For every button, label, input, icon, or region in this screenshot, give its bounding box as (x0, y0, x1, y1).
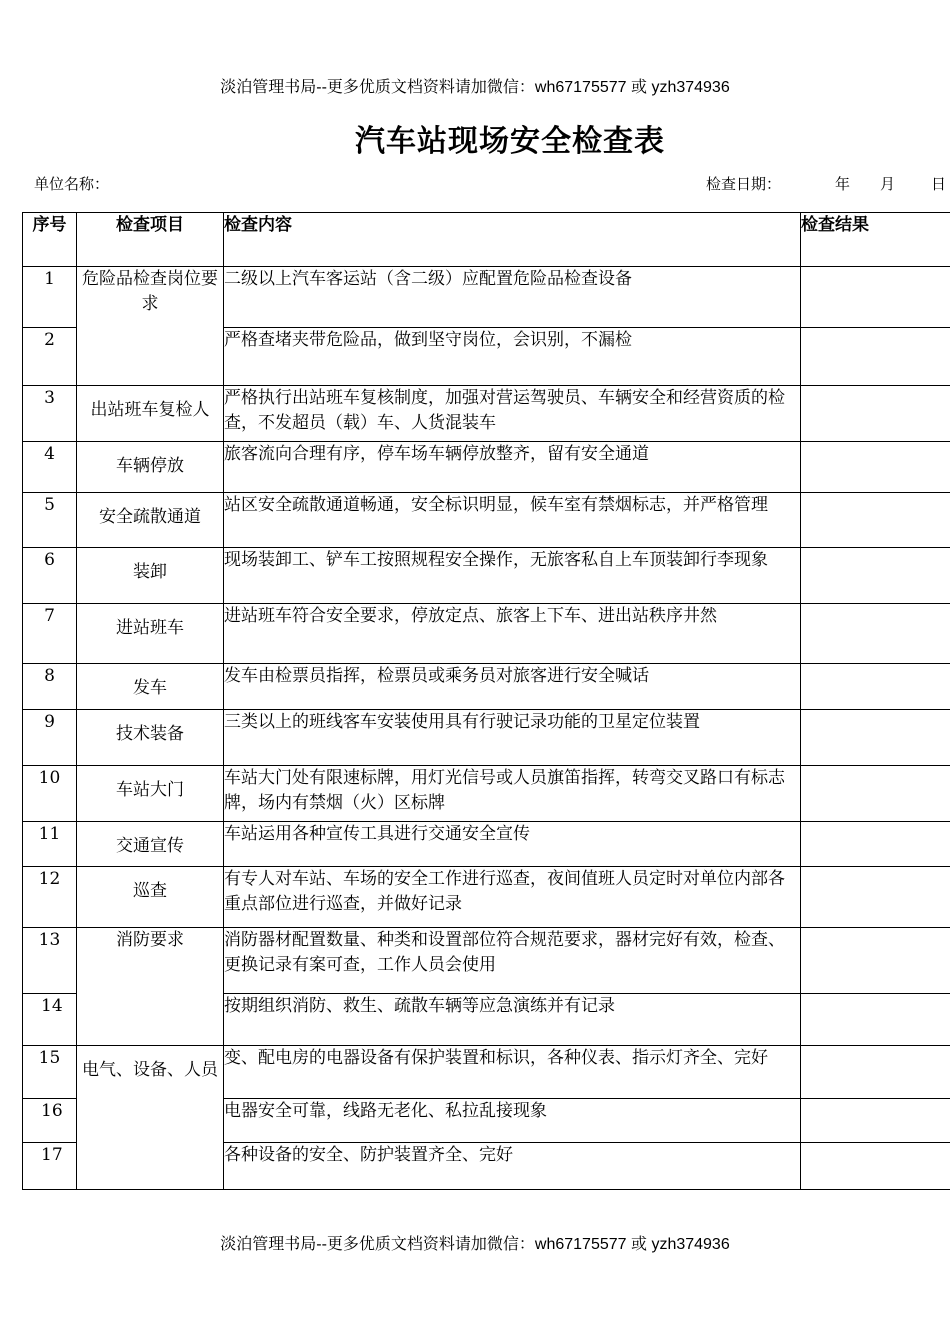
row-seq: 8 (23, 664, 77, 710)
row-content: 严格执行出站班车复核制度，加强对营运驾驶员、车辆安全和经营资质的检查，不发超员（载）车、人货混装车 (224, 386, 801, 442)
row-result-cell[interactable] (801, 766, 950, 822)
unit-name-label: 单位名称： (34, 175, 110, 193)
row-content: 进站班车符合安全要求，停放定点、旅客上下车、进出站秩序井然 (224, 604, 801, 664)
table-row (23, 766, 950, 822)
row-result-cell[interactable] (801, 604, 950, 664)
table-row (23, 548, 950, 604)
row-seq: 17 (23, 1143, 77, 1190)
row-item: 车站大门 (77, 766, 224, 822)
row-content: 三类以上的班线客车安装使用具有行驶记录功能的卫星定位装置 (224, 710, 801, 766)
row-result-cell[interactable] (801, 928, 950, 994)
row-seq: 5 (23, 493, 77, 548)
row-result-cell[interactable] (801, 442, 950, 493)
header-seq: 序号 (23, 213, 77, 267)
row-content: 变、配电房的电器设备有保护装置和标识，各种仪表、指示灯齐全、完好 (224, 1046, 801, 1099)
table-row (23, 664, 950, 710)
row-item: 危险品检查岗位要求 (77, 267, 224, 386)
row-item: 出站班车复检人 (77, 386, 224, 442)
row-seq: 10 (23, 766, 77, 822)
header-watermark-note: 淡泊管理书局--更多优质文档资料请加微信：wh67175577 或 yzh374936 (220, 79, 730, 96)
header-content: 检查内容 (224, 213, 801, 267)
row-seq: 12 (23, 867, 77, 928)
row-content: 旅客流向合理有序，停车场车辆停放整齐，留有安全通道 (224, 442, 801, 493)
row-content: 现场装卸工、铲车工按照规程安全操作，无旅客私自上车顶装卸行李现象 (224, 548, 801, 604)
table-row (23, 267, 950, 328)
row-item: 消防要求 (77, 928, 224, 1046)
header-result: 检查结果 (801, 213, 950, 267)
table-row (23, 928, 950, 994)
row-content: 车站运用各种宣传工具进行交通安全宣传 (224, 822, 801, 867)
row-seq: 15 (23, 1046, 77, 1099)
row-result-cell[interactable] (801, 328, 950, 386)
row-result-cell[interactable] (801, 710, 950, 766)
date-day-label: 日 (931, 175, 947, 193)
row-result-cell[interactable] (801, 994, 950, 1046)
row-seq: 11 (23, 822, 77, 867)
table-row (23, 710, 950, 766)
row-seq: 6 (23, 548, 77, 604)
row-result-cell[interactable] (801, 664, 950, 710)
table-row (23, 442, 950, 493)
row-seq: 2 (23, 328, 77, 386)
row-result-cell[interactable] (801, 1099, 950, 1143)
table-row (23, 822, 950, 867)
row-item: 进站班车 (77, 604, 224, 664)
row-content: 二级以上汽车客运站（含二级）应配置危险品检查设备 (224, 267, 801, 328)
date-label: 检查日期： (706, 175, 782, 193)
row-seq: 4 (23, 442, 77, 493)
row-seq: 9 (23, 710, 77, 766)
row-result-cell[interactable] (801, 548, 950, 604)
inspection-table (22, 212, 950, 1190)
table-row (23, 386, 950, 442)
table-header-row (23, 213, 950, 267)
footer-watermark-note: 淡泊管理书局--更多优质文档资料请加微信：wh67175577 或 yzh374936 (220, 1236, 730, 1253)
table-row (23, 493, 950, 548)
page-title: 汽车站现场安全检查表 (355, 124, 665, 159)
row-item: 车辆停放 (77, 442, 224, 493)
row-result-cell[interactable] (801, 493, 950, 548)
table-row (23, 1046, 950, 1099)
date-month-label: 月 (880, 175, 896, 193)
row-content: 严格查堵夹带危险品，做到坚守岗位，会识别，不漏检 (224, 328, 801, 386)
row-item: 交通宣传 (77, 822, 224, 867)
table-row (23, 604, 950, 664)
row-item: 发车 (77, 664, 224, 710)
row-result-cell[interactable] (801, 267, 950, 328)
row-item: 装卸 (77, 548, 224, 604)
row-content: 各种设备的安全、防护装置齐全、完好 (224, 1143, 801, 1190)
row-seq: 14 (23, 994, 77, 1046)
row-seq: 1 (23, 267, 77, 328)
row-seq: 7 (23, 604, 77, 664)
row-item: 技术装备 (77, 710, 224, 766)
row-content: 车站大门处有限速标牌，用灯光信号或人员旗笛指挥，转弯交叉路口有标志牌，场内有禁烟（火）区标牌 (224, 766, 801, 822)
inspection-date (706, 173, 946, 194)
row-content: 站区安全疏散通道畅通，安全标识明显，候车室有禁烟标志，并严格管理 (224, 493, 801, 548)
row-seq: 3 (23, 386, 77, 442)
table-row (23, 867, 950, 928)
header-item: 检查项目 (77, 213, 224, 267)
row-content: 按期组织消防、救生、疏散车辆等应急演练并有记录 (224, 994, 801, 1046)
row-content: 电器安全可靠，线路无老化、私拉乱接现象 (224, 1099, 801, 1143)
row-seq: 16 (23, 1099, 77, 1143)
row-item: 安全疏散通道 (77, 493, 224, 548)
row-result-cell[interactable] (801, 822, 950, 867)
row-result-cell[interactable] (801, 867, 950, 928)
row-item: 巡查 (77, 867, 224, 928)
row-result-cell[interactable] (801, 386, 950, 442)
row-content: 有专人对车站、车场的安全工作进行巡查，夜间值班人员定时对单位内部各重点部位进行巡查，并做好记录 (224, 867, 801, 928)
row-content: 消防器材配置数量、种类和设置部位符合规范要求，器材完好有效，检查、更换记录有案可查，工作人员会使用 (224, 928, 801, 994)
row-content: 发车由检票员指挥，检票员或乘务员对旅客进行安全喊话 (224, 664, 801, 710)
row-seq: 13 (23, 928, 77, 994)
row-result-cell[interactable] (801, 1143, 950, 1190)
row-result-cell[interactable] (801, 1046, 950, 1099)
row-item: 电气、设备、人员 (77, 1046, 224, 1190)
date-year-label: 年 (835, 175, 851, 193)
